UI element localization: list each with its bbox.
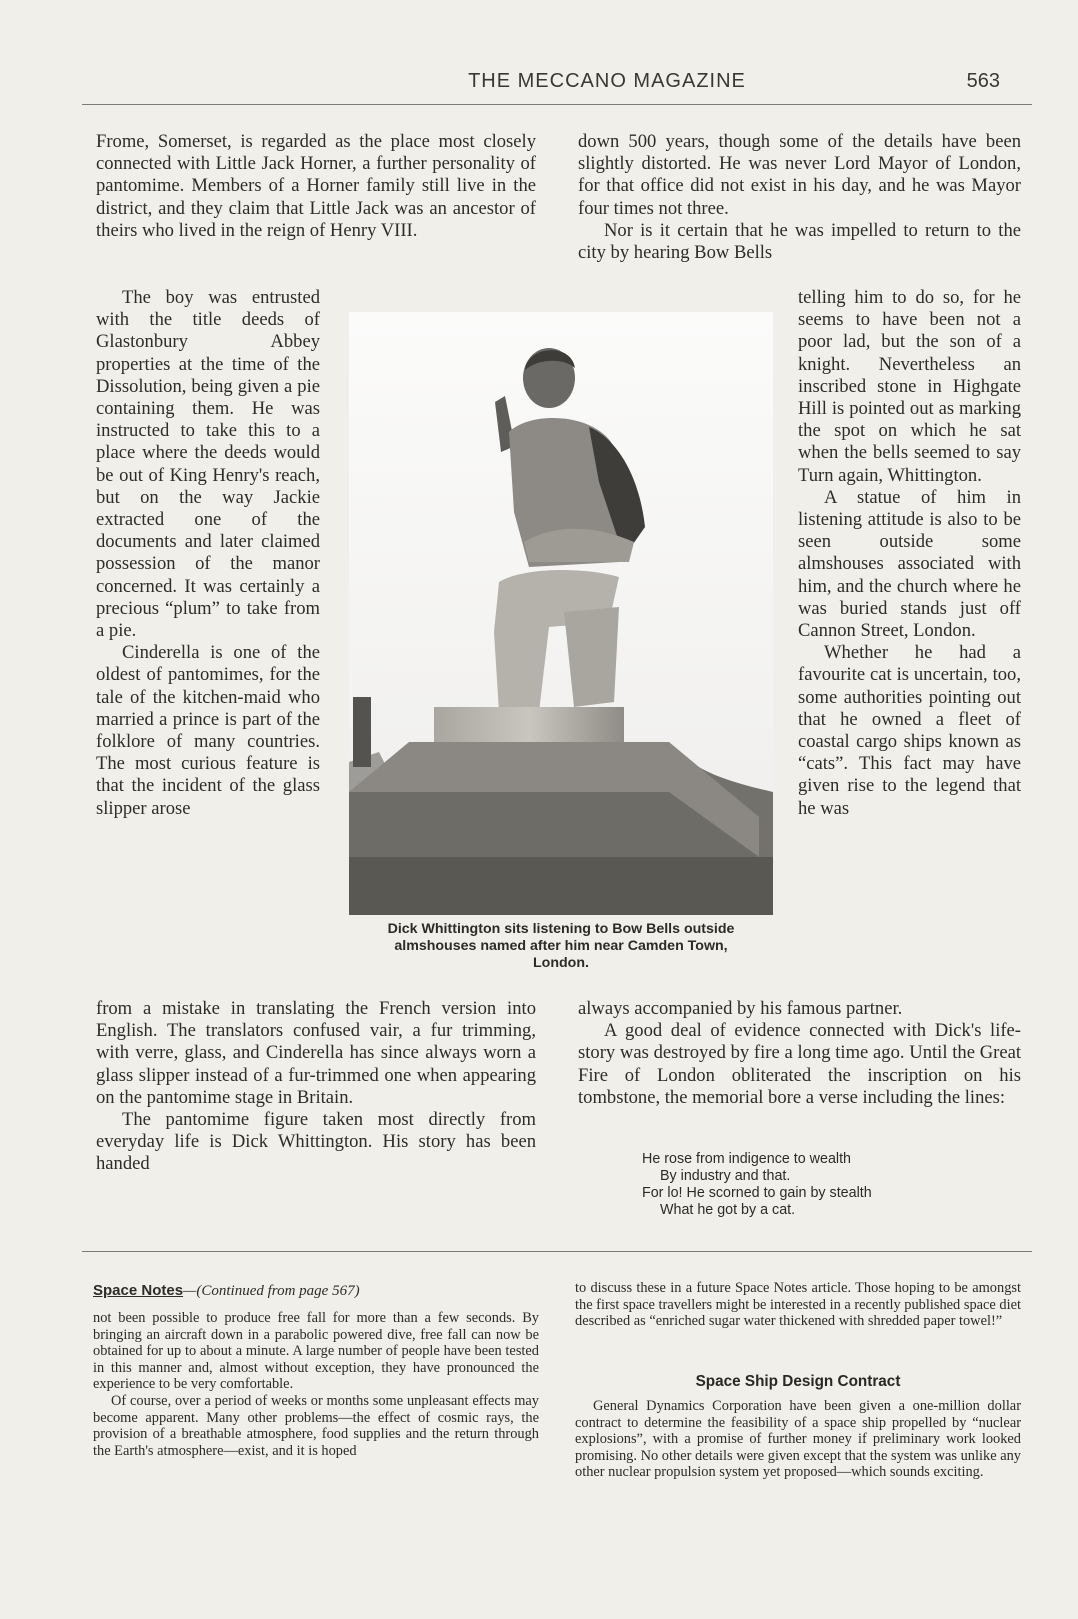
paragraph-whittington-history: down 500 years, though some of the details have been slightly distorted. He was never Lord Mayor of London, for that office did not exist in his day, and he was Mayor four times not three. bbox=[578, 131, 1021, 219]
space-notes-heading bbox=[93, 1282, 360, 1300]
paragraph-highgate: telling him to do so, for he seems to have been not a poor lad, but the son of a knight. Nevertheless an inscribed stone in Highgate Hill is pointed out as marking the spot on which he sat when the bells seemed to say Turn again, Whittington. bbox=[798, 287, 1021, 486]
caption-line: almshouses named after him near Camden Town, bbox=[394, 938, 728, 954]
photo-caption bbox=[345, 921, 777, 972]
right-column-top bbox=[578, 131, 1021, 264]
masthead bbox=[82, 70, 1032, 100]
paragraph-cat-cont: always accompanied by his famous partner. bbox=[578, 998, 903, 1019]
verse-line: By industry and that. bbox=[660, 1168, 791, 1184]
header-rule bbox=[82, 104, 1032, 105]
caption-line: Dick Whittington sits listening to Bow Bells outside bbox=[387, 921, 735, 937]
left-column-top bbox=[96, 131, 536, 242]
paragraph-design-contract: General Dynamics Corporation have been given a one-million dollar contract to determine the feasibility of a space ship propelled by “nuclear explosions”, with a promise of further money if preliminary work looked promising. No other details were given except that the system was unlike any other nuclear propulsion system yet proposed—which sounds exciting. bbox=[575, 1398, 1021, 1481]
verse-line: He rose from indigence to wealth bbox=[642, 1151, 852, 1167]
caption-line: London. bbox=[533, 955, 589, 971]
paragraph-statue: A statue of him in listening attitude is also to be seen outside some almshouses associated with him, and the church where he was buried stands just off Cannon Street, London. bbox=[798, 486, 1021, 642]
paragraph-free-fall: not been possible to produce free fall for more than a few seconds. By bringing an aircraft down in a parabolic powered dive, free fall can now be obtained for up to about a minute. A large number of people have been tested in this manner and, almost without exception, they have pronounced the experience to be very comfortable. bbox=[93, 1310, 539, 1393]
left-column-wrap bbox=[96, 287, 320, 820]
verse-line: For lo! He scorned to gain by stealth bbox=[642, 1185, 872, 1201]
space-notes-right-column bbox=[575, 1280, 1021, 1330]
space-notes-left-column bbox=[93, 1310, 539, 1459]
paragraph-whittington-intro: The pantomime figure taken most directly from everyday life is Dick Whittington. His story has been handed bbox=[96, 1109, 536, 1175]
paragraph-bow-bells: Nor is it certain that he was impelled to return to the city by hearing Bow Bells bbox=[578, 219, 1021, 264]
space-notes-title: Space Notes bbox=[93, 1282, 184, 1299]
statue-image bbox=[349, 312, 773, 915]
right-column-bottom bbox=[578, 998, 1021, 1109]
paragraph-great-fire: A good deal of evidence connected with Dick's life-story was destroyed by fire a long time ago. Until the Great Fire of London obliterated the inscription on his tombstone, the memorial bore a verse including the lines: bbox=[578, 1020, 1021, 1108]
section-rule bbox=[82, 1251, 1032, 1252]
paragraph-horner-deeds: The boy was entrusted with the title deeds of Glastonbury Abbey properties at the time of the Dissolution, being given a pie containing them. He was instructed to take this to a place where the deeds would be out of King Henry's reach, but on the way Jackie extracted one of the documents and later claimed possession of the manor concerned. It was certainly a precious “plum” to take from a pie. bbox=[96, 287, 320, 642]
statue-photograph bbox=[349, 312, 773, 915]
tombstone-verse bbox=[642, 1151, 1002, 1219]
space-notes-contract bbox=[575, 1398, 1021, 1481]
magazine-title: THE MECCANO MAGAZINE bbox=[468, 70, 746, 92]
paragraph-cinderella-cont: from a mistake in translating the French version into English. The translators confused vair, a fur trimming, with verre, glass, and Cinderella has since always worn a glass slipper instead of a fur-trimmed one when appearing on the pantomime stage in Britain. bbox=[96, 998, 536, 1108]
left-column-bottom bbox=[96, 998, 536, 1176]
verse-line: What he got by a cat. bbox=[660, 1202, 796, 1218]
space-notes-continued: —(Continued from page 567) bbox=[183, 1283, 360, 1299]
paragraph-horner-intro: Frome, Somerset, is regarded as the place most closely connected with Little Jack Horner, a further personality of pantomime. Members of a Horner family still live in the district, and they claim that Little Jack was an ancestor of theirs who lived in the reign of Henry VIII. bbox=[96, 131, 536, 241]
paragraph-cat: Whether he had a favourite cat is uncertain, too, some authorities pointing out that he owned a fleet of coastal cargo ships known as “cats”. This fact may have given rise to the legend that he was bbox=[798, 642, 1021, 819]
paragraph-space-problems: Of course, over a period of weeks or months some unpleasant effects may become apparent. Many other problems—the effect of cosmic rays, the provision of a breathable atmosphere, food supplies and the return through the Earth's atmosphere—exist, and it is hoped bbox=[93, 1392, 539, 1459]
paragraph-cinderella: Cinderella is one of the oldest of pantomimes, for the tale of the kitchen-maid who married a prince is part of the folklore of many countries. The most curious feature is that the incident of the glass slipper arose bbox=[96, 642, 320, 819]
right-column-wrap bbox=[798, 287, 1021, 820]
page-number: 563 bbox=[966, 70, 1000, 92]
paragraph-space-diet: to discuss these in a future Space Notes article. Those hoping to be amongst the first space travellers might be interested in a recently published space diet described as “enriched sugar water thickened with shredded paper towel!” bbox=[575, 1280, 1021, 1330]
subheading-design-contract: Space Ship Design Contract bbox=[695, 1373, 901, 1390]
